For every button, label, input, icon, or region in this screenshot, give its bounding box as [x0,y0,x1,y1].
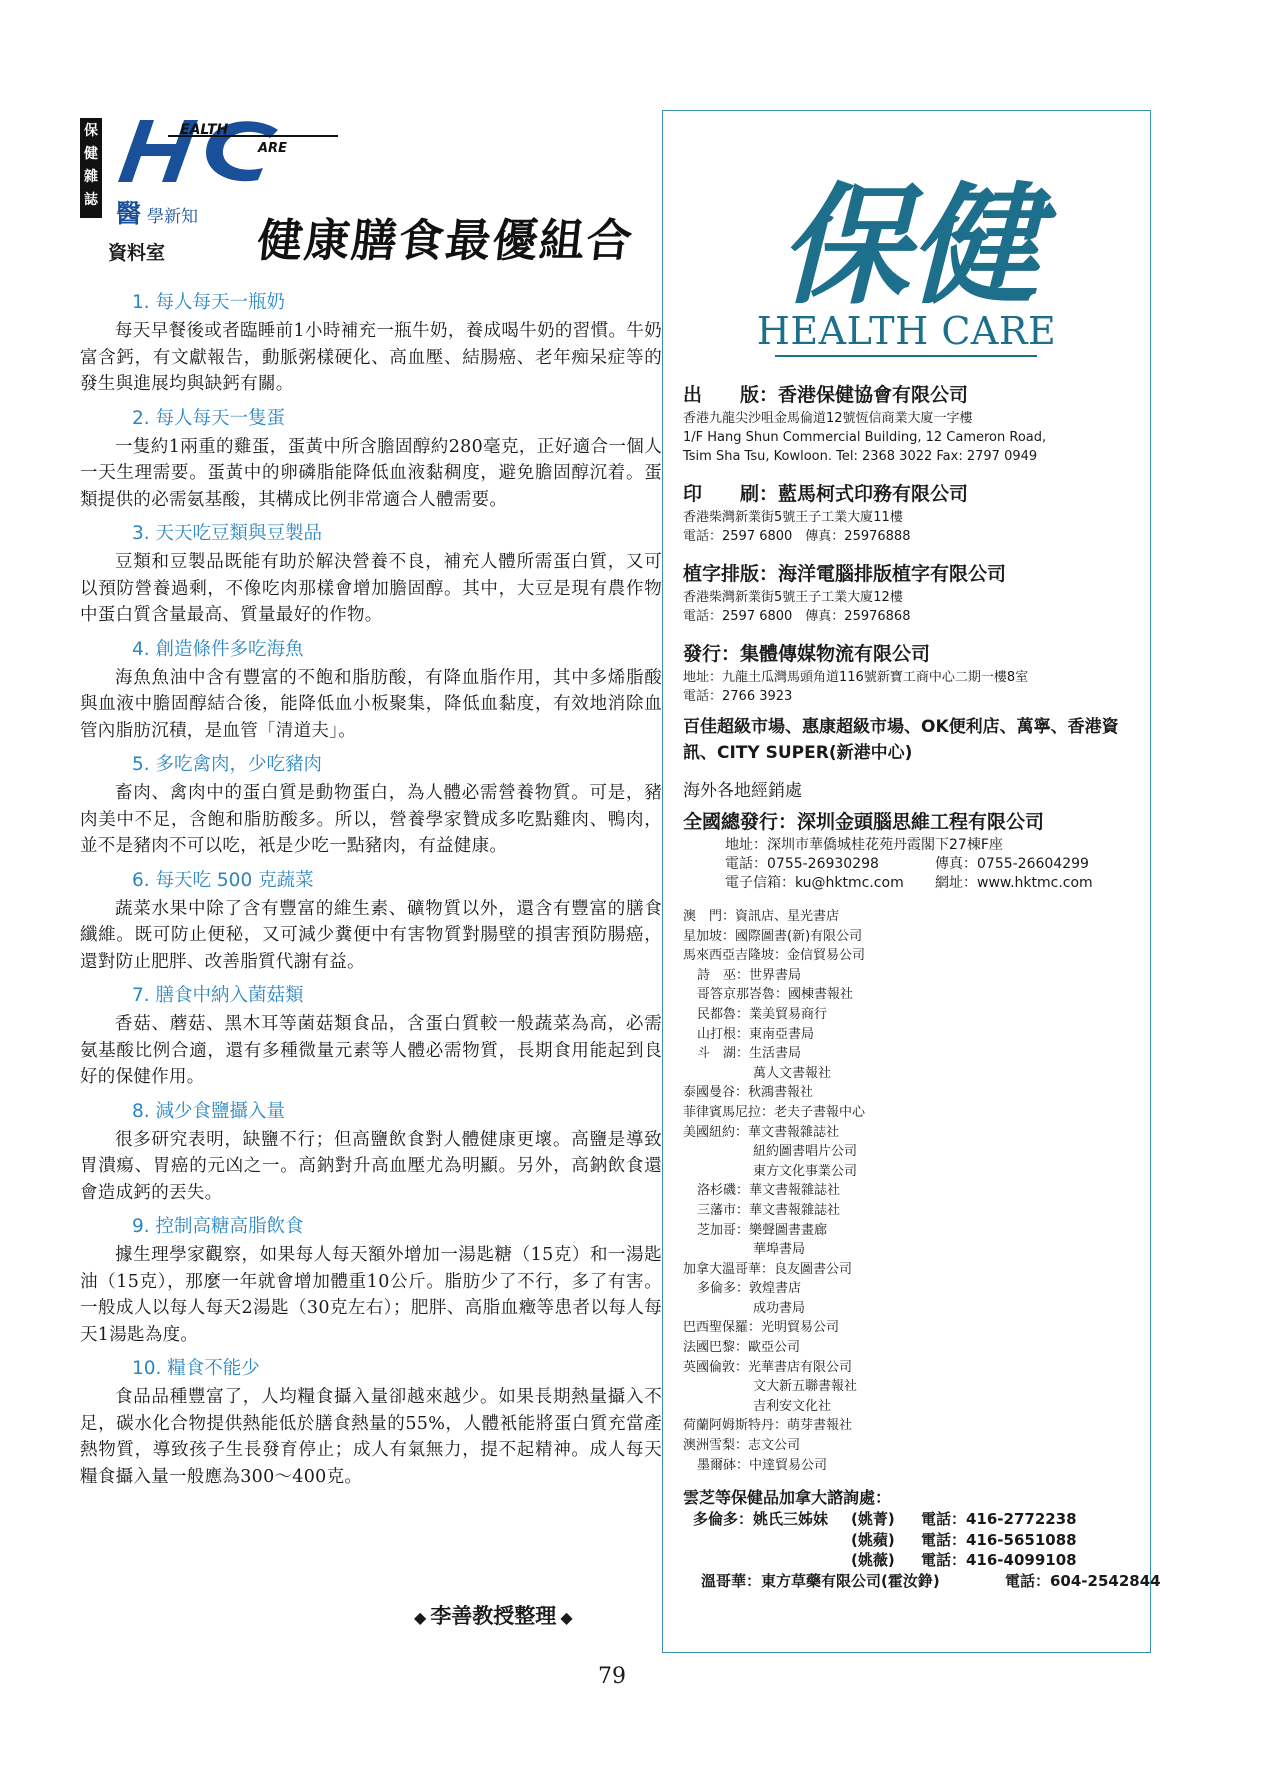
distributor-shop: 吉利安文化社 [753,1398,832,1414]
publisher-line: Tsim Sha Tsu, Kowloon. Tel: 2368 3022 Fax: 2797 0949 [683,449,1038,464]
distributor-row [683,985,1143,1005]
distributor-row [683,1103,1143,1123]
page-title: 健康膳食最優組合 [254,214,637,267]
distributor-shop: 國際圖書(新)有限公司 [735,928,863,944]
distributor-row [683,927,1143,947]
canada-row [683,1530,1143,1551]
canada-row [683,1550,1143,1571]
printer-line: 電話：2597 6800 傳真：25976888 [683,529,911,544]
distributor-row [683,1201,1143,1221]
distributor-shop: 樂聲圖書畫廊 [749,1222,828,1238]
publisher-line: 香港九龍尖沙咀金馬倫道12號恆信商業大廈一字樓 [683,411,973,426]
distributor-list [683,907,1143,1475]
item-title: 2. 每人每天一隻蛋 [132,407,286,429]
distributor-city: 山打根： [697,1026,750,1042]
distributor-row [683,1162,1143,1182]
distributor-shop: 文大新五聯書報社 [753,1379,858,1395]
distributor-shop: 東南亞書局 [749,1026,815,1042]
distributor-shop: 萬人文書報社 [753,1065,832,1081]
article-item [80,1099,662,1207]
distributor-shop: 華埠書局 [753,1242,806,1258]
typesetting-line: 電話：2597 6800 傳真：25976868 [683,609,911,624]
contact-tel: 電話：416-2772238 [921,1510,1077,1529]
distributor-city: 星加坡： [683,928,736,944]
distributor-row [683,1221,1143,1241]
distributor-city: 多倫多： [697,1281,750,1297]
item-body: 一隻約1兩重的雞蛋，蛋黃中所含膽固醇約280毫克，正好適合一個人一天生理需要。蛋黃中的卵磷脂能降低血液黏稠度，避免膽固醇沉着。蛋類提供的必需氨基酸，其構成比例非常適合人體需要。 [80,436,662,510]
distributor-city: 哥答京那峇魯： [697,987,789,1003]
distributor-city: 澳洲雪梨： [683,1438,749,1454]
contact-name: (姚菁) [851,1510,895,1529]
item-title: 7. 膳食中納入菌菇類 [132,985,304,1006]
item-body: 香菇、蘑菇、黑木耳等菌菇類食品，含蛋白質較一般蔬菜為高，必需氨基酸比例合適，還有多種微量元素等人體必需物質，長期食用能起到良好的保健作用。 [80,1014,662,1087]
article-item [80,637,662,745]
distributor-row [683,1299,1143,1319]
vancouver-label: 溫哥華：東方草藥有限公司(霍汝錚) [701,1571,940,1590]
contact-name: (姚蘋) [851,1530,895,1549]
svg-text:ARE: ARE [258,141,287,156]
canada-row [683,1571,1161,1592]
author-credit [410,1600,577,1630]
distributor-shop: 萌芽書報社 [787,1418,853,1434]
item-title: 5. 多吃禽肉，少吃豬肉 [132,754,323,775]
distributor-shop: 華文書報雜誌社 [749,1183,841,1199]
contact-tel: 電話：416-5651088 [921,1530,1077,1549]
item-title: 4. 創造條件多吃海魚 [132,638,304,660]
distributor-row [683,1456,1143,1476]
distributor-city: 馬來西亞吉隆坡： [683,948,788,964]
distributor-shop: 中達貿易公司 [749,1457,828,1473]
retail-outlets: 百佳超級市場、惠康超級市場、OK便利店、萬寧、香港資訊、CITY SUPER(新港中心) [683,717,1119,763]
distributor-city: 加拿大溫哥華： [683,1261,775,1277]
distributor-row [683,1240,1143,1260]
distributor-row [683,907,1143,927]
distributor-city: 斗 湖： [697,1046,750,1062]
article-item [80,521,662,629]
article-item [80,406,662,514]
printer-block [683,480,1143,546]
distributor-city: 泰國曼谷： [683,1085,749,1101]
distributor-city: 墨爾砵： [697,1457,750,1473]
item-body: 每天早餐後或者臨睡前1小時補充一瓶牛奶，養成喝牛奶的習慣。牛奶富含鈣，有文獻報告，動脈粥樣硬化、高血壓、結腸癌、老年痴呆症等的發生與進展均與缺鈣有關。 [80,321,662,394]
distributor-shop: 紐約圖書唱片公司 [753,1144,858,1160]
calligraphy-logo-chars: 保健 [778,169,1040,322]
ornament-icon: ◆ [560,1608,573,1627]
item-body: 豆類和豆製品既能有助於解決營養不良，補充人體所需蛋白質，又可以預防營養過剩，不像吃肉那樣會增加膽固醇。其中，大豆是現有農作物中蛋白質含量最高、質量最好的作物。 [80,552,662,625]
article-item [80,1356,662,1490]
distributor-row [683,1397,1143,1417]
page-number: 79 [598,1664,626,1689]
distributor-shop: 秋鴻書報社 [748,1085,814,1101]
general-agent-address: 地址：深圳市華僑城桂花苑丹霞閣下27棟F座 [725,837,1003,853]
distributor-row [683,1025,1143,1045]
distributor-row [683,1279,1143,1299]
article-item [80,868,662,976]
article-item [80,752,662,860]
distributor-shop: 華文書報雜誌社 [749,1202,841,1218]
distributor-city: 民都魯： [697,1006,750,1022]
distributor-shop: 光華書店有限公司 [748,1359,853,1375]
distributor-row [683,1318,1143,1338]
health-care-logo [108,112,348,192]
distributor-shop: 金信貿易公司 [787,948,866,964]
distributor-shop: 敦煌書店 [749,1281,802,1297]
canada-title: 雲芝等保健品加拿大諮詢處： [683,1488,892,1508]
distributor-city: 法國巴黎： [683,1340,749,1356]
item-body: 畜肉、禽肉中的蛋白質是動物蛋白，為人體必需營養物質。可是，豬肉美中不足，含飽和脂肪酸多。所以，營養學家贊成多吃點雞肉、鴨肉，並不是豬肉不可以吃，衹是少吃一點豬肉，有益健康。 [80,783,662,856]
general-agent-tel: 電話：0755-26930298 [725,856,879,872]
distribution-block [683,640,1143,706]
item-body: 海魚魚油中含有豐富的不飽和脂肪酸，有降血脂作用，其中多烯脂酸與血液中膽固醇結合後，能降低血小板聚集，降低血黏度，有效地消除血管內脂肪沉積，是血管「清道夫」。 [80,667,662,741]
item-body: 蔬菜水果中除了含有豐富的維生素、礦物質以外，還含有豐富的膳食纖維。既可防止便秘，又可減少糞便中有害物質對腸壁的損害預防腸癌，還對防止肥胖、改善脂質代謝有益。 [80,898,662,972]
masthead-info [683,373,1161,1591]
general-agent-web-row [725,874,1143,893]
distributor-shop: 光明貿易公司 [761,1320,840,1336]
masthead-box [662,110,1161,1653]
item-title: 3. 天天吃豆類與豆製品 [132,523,323,544]
distributor-shop: 歐亞公司 [748,1340,801,1356]
item-body: 很多研究表明，缺鹽不行；但高鹽飲食對人體健康更壞。高鹽是導致胃潰瘍、胃癌的元凶之一。高鈉對升高血壓尤為明顯。另外，高鈉飲食還會造成鈣的丟失。 [80,1129,662,1203]
item-body: 食品品種豐富了，人均糧食攝入量卻越來越少。如果長期熱量攝入不足，碳水化合物提供熱能低於膳食熱量的55%，人體衹能將蛋白質充當產熱物質，導致孩子生長發育停止；成人有氣無力，提不起精神。成人每天糧食攝入量一般應為300～400克。 [80,1387,662,1487]
publisher-line: 1/F Hang Shun Commercial Building, 12 Cameron Road, [683,430,1047,445]
article-items [80,290,662,1498]
brand-small-text: 學新知 [147,207,199,227]
distribution-line: 電話：2766 3923 [683,689,793,704]
distributor-row [683,1436,1143,1456]
article-item [80,1214,662,1348]
item-title: 10. 糧食不能少 [132,1358,260,1379]
printer-line: 香港柴灣新業街5號王子工業大廈11樓 [683,510,903,525]
general-agent-email: 電子信箱：ku@hktmc.com [725,875,904,891]
typesetting-block [683,560,1143,626]
distributor-city: 三藩市： [697,1202,750,1218]
distributor-shop: 世界書局 [749,967,802,983]
brand-vertical-text: 保健雜誌 [84,123,98,208]
distribution-title: 發行：集體傳媒物流有限公司 [683,643,931,665]
item-title: 6. 每天吃 500 克蔬菜 [132,869,314,891]
distributor-row [683,1123,1143,1143]
brand-big-char: 醫 [116,199,142,228]
distributor-shop: 良友圖書公司 [774,1261,853,1277]
distributor-row [683,1358,1143,1378]
distributor-row [683,1338,1143,1358]
ornament-icon: ◆ [414,1608,427,1627]
distributor-city: 巴西聖保羅： [683,1320,762,1336]
title-underline [775,355,1037,357]
distributor-city: 澳 門： [683,909,736,924]
distributor-city: 芝加哥： [697,1222,750,1238]
distributor-row [683,1083,1143,1103]
svg-text:EALTH: EALTH [180,122,229,138]
distributor-row [683,1044,1143,1064]
distributor-shop: 業美貿易商行 [749,1006,828,1022]
distributor-row [683,946,1143,966]
distributor-city: 英國倫敦： [683,1359,749,1375]
typesetting-title: 植字排版：海洋電腦排版植字有限公司 [683,563,1007,585]
item-title: 1. 每人每天一瓶奶 [132,292,286,313]
item-body: 據生理學家觀察，如果每人每天額外增加一湯匙糖（15克）和一湯匙油（15克），那麼一年就會增加體重10公斤。脂肪少了不行，多了有害。一般成人以每人每天2湯匙（30克左右）；肥胖、高脂血癥等患者以每人每天1湯匙為度。 [80,1245,662,1345]
distributor-row [683,1377,1143,1397]
distributor-shop: 華文書報雜誌社 [748,1124,840,1140]
item-title: 8. 減少食鹽攝入量 [132,1100,286,1122]
distributor-shop: 老夫子書報中心 [774,1104,866,1120]
distributor-city: 菲律賓馬尼拉： [683,1104,775,1120]
contact-tel: 電話：416-4099108 [921,1551,1077,1570]
typesetting-line: 香港柴灣新業街5號王子工業大廈12樓 [683,590,903,605]
distributor-shop: 國棟書報社 [788,987,854,1003]
health-care-title: HEALTH CARE [756,309,1057,353]
distributor-shop: 成功書局 [753,1300,806,1316]
distributor-row [683,1181,1143,1201]
section-label: 資料室 [108,242,166,264]
distributor-city: 荷蘭阿姆斯特丹： [683,1418,788,1434]
general-agent-fax: 傳真：0755-26604299 [935,856,1089,872]
general-agent-web: 網址：www.hktmc.com [935,875,1093,891]
contact-name: (姚薇) [851,1551,895,1570]
overseas-heading: 海外各地經銷處 [683,781,802,801]
publisher-block [683,381,1143,466]
vancouver-tel: 電話：604-2542844 [1005,1571,1161,1590]
distributor-row [683,1064,1143,1084]
distributor-row [683,1416,1143,1436]
article-item [80,290,662,398]
printer-title: 印 刷：藍馬柯式印務有限公司 [683,483,969,505]
item-title: 9. 控制高糖高脂飲食 [132,1216,304,1237]
publisher-title: 出 版：香港保健協會有限公司 [683,384,969,406]
distributor-shop: 東方文化事業公司 [753,1163,858,1179]
general-agent-phone-row [725,855,1143,874]
canada-row [683,1509,1143,1530]
distributor-city: 洛杉磯： [697,1183,750,1199]
brand-vertical-tag [80,118,102,218]
distributor-row [683,1142,1143,1162]
toronto-label: 多倫多：姚氏三姊妹 [693,1510,829,1529]
distributor-row [683,1005,1143,1025]
distribution-line: 地址：九龍土瓜灣馬頭角道116號新寶工商中心二期一樓8室 [683,670,1029,685]
distributor-shop: 資訊店、星光書店 [735,909,840,924]
distributor-city: 美國紐約： [683,1124,749,1140]
distributor-shop: 生活書局 [749,1046,802,1062]
distributor-city: 詩 巫： [697,967,750,983]
author-name: 李善教授整理 [430,1604,557,1628]
article-item [80,983,662,1091]
distributor-shop: 志文公司 [748,1438,801,1454]
brand-subtitle [116,194,198,230]
distributor-row [683,966,1143,986]
general-agent-title: 全國總發行：深圳金頭腦思維工程有限公司 [683,811,1045,833]
distributor-row [683,1260,1143,1280]
